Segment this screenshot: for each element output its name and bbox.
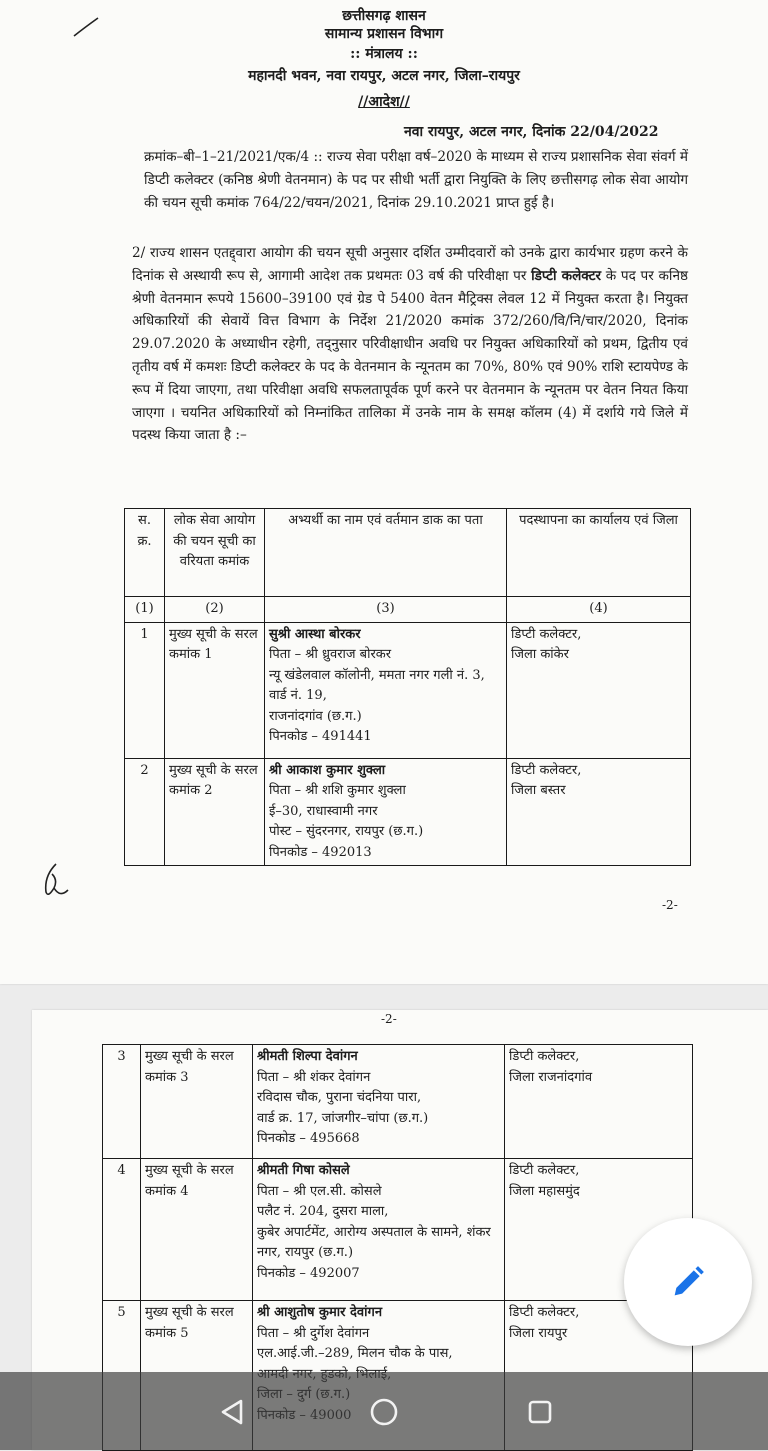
system-navigation-bar: [0, 1372, 768, 1450]
row-candidate: [265, 622, 507, 758]
candidate-name: श्री आकाश कुमार शुक्ला: [269, 762, 386, 778]
colnum: (4): [507, 597, 691, 623]
row-posting: डिप्टी कलेक्टर, जिला कांकेर: [507, 622, 691, 758]
pencil-edit-icon: [668, 1262, 708, 1302]
header-order-title: //आदेश//: [358, 94, 410, 110]
header-name-address: अभ्यर्थी का नाम एवं वर्तमान डाक का पता: [265, 509, 507, 597]
header-posting: पदस्थापना का कार्यालय एवं जिला: [507, 509, 691, 597]
edit-fab-button[interactable]: [624, 1218, 752, 1346]
row-candidate: [265, 758, 507, 866]
candidate-address: पिता – श्री ध्रुवराज बोरकर न्यू खंडेलवाल कॉलोनी, ममता नगर गली नं. 3, वार्ड नं. 19, राजनांदगांव (छ.ग.) पिनकोड – 491441: [269, 647, 485, 744]
table-row: [125, 758, 691, 866]
table-colnum-row: [125, 597, 691, 623]
row-candidate: [253, 1159, 505, 1301]
candidate-name: सुश्री आस्था बोरकर: [269, 626, 361, 642]
row-sno: 3: [103, 1045, 141, 1159]
table-row: [103, 1045, 693, 1159]
table-row: [125, 622, 691, 758]
back-triangle-icon: [219, 1398, 245, 1426]
nav-recents-button[interactable]: [520, 1396, 560, 1428]
colnum: (1): [125, 597, 165, 623]
candidate-address: पिता – श्री एल.सी. कोसले पलैट नं. 204, दुसरा माला, कुबेर अपार्टमेंट, आरोग्य अस्पताल के सामने, शंकर नगर, रायपुर (छ.ग.) पिनकोड – 492007: [257, 1183, 491, 1281]
row-sno: 4: [103, 1159, 141, 1301]
candidate-address: पिता – श्री शंकर देवांगन रविदास चौक, पुराना चंदनिया पारा, वार्ड क्र. 17, जांजगीर–चांपा (छ.ग.) पिनकोड – 495668: [257, 1069, 429, 1146]
row-sno: 2: [125, 758, 165, 866]
header-sno: स. क्र.: [125, 509, 165, 597]
paragraph-1: क्रमांक–बी–1–21/2021/एक/4 :: राज्य सेवा परीक्षा वर्ष–2020 के माध्यम से राज्य प्रशासनिक सेवा संवर्ग में डिप्टी कलेक्टर (कनिष्ठ श्रेणी वेतनमान) के पद पर सीधी भर्ती द्वारा नियुक्ति के लिए छत्तीसगढ़ लोक सेवा आयोग की चयन सूची कमांक 764/22/चयन/2021, दिनांक 29.10.2021 प्राप्त हुई है।: [144, 149, 688, 211]
candidate-name: श्री आशुतोष कुमार देवांगन: [257, 1305, 383, 1320]
table-row: [103, 1159, 693, 1301]
home-circle-icon: [369, 1397, 399, 1427]
row-rank: मुख्य सूची के सरल कमांक 5: [141, 1301, 253, 1451]
paragraph-2-part-b: के पद पर कनिष्ठ श्रेणी वेतनमान रूपये 15600–39100 एवं ग्रेड पे 5400 वेतन मैट्रिक्स लेवल 12 में नियुक्त करता है। नियुक्त अधिकारियों की सेवायें वित्त विभाग के निर्देश 21/2020 कमांक 372/260/वि/नि/चार/2020, दिनांक 29.07.2020 के अध्याधीन रहेगी, तद्नुसार परिवीक्षाधीन अवधि पर नियुक्त अधिकारियों को प्रथम, द्वितीय एवं तृतीय वर्ष में कमशः डिप्टी कलेक्टर के पद के वेतनमान के न्यूनतम का 70%, 80% एवं 90% राशि स्टायपेण्ड के रूप में दिया जाएगा, तथा परिवीक्षा अवधि सफलतापूर्वक पूर्ण करने पर वेतनमान के न्यूनतम पर वेतन नियत किया जाएगा । चयनित अधिकारियों को निम्नांकित तालिका में उनके नाम के समक्ष कॉलम (4) में दर्शाये गये जिले में पदस्थ किया जाता है :–: [132, 267, 688, 444]
paragraph-2: [132, 242, 688, 447]
candidate-name: श्रीमती शिल्पा देवांगन: [257, 1049, 358, 1064]
row-rank: मुख्य सूची के सरल कमांक 4: [141, 1159, 253, 1301]
posting-table-page-1: [124, 508, 691, 866]
header-government: छत्तीसगढ़ शासन: [342, 8, 426, 24]
nav-home-button[interactable]: [364, 1396, 404, 1428]
pen-stroke-mark: [72, 14, 100, 40]
page-number-header: -2-: [381, 1012, 397, 1026]
header-ministry: :: मंत्रालय ::: [350, 46, 418, 62]
candidate-address: पिता – श्री शशि कुमार शुक्ला ई–30, राधास्वामी नगर पोस्ट – सुंदरनगर, रायपुर (छ.ग.) पिनकोड – 492013: [269, 783, 424, 860]
candidate-name: श्रीमती गिषा कोसले: [257, 1163, 350, 1178]
paragraph-2-part-a: 2/ राज्य शासन एतद्द्वारा आयोग की चयन सूची अनुसार दर्शित उम्मीदवारों को उनके द्वारा कार्यभार ग्रहण करने के दिनांक से अस्थायी रूप से, आगामी आदेश तक प्रथमतः 03 वर्ष की परिवीक्षा पर: [132, 245, 688, 284]
row-posting: डिप्टी कलेक्टर, जिला राजनांदगांव: [505, 1045, 693, 1159]
row-posting: डिप्टी कलेक्टर, जिला बस्तर: [507, 758, 691, 866]
row-posting: डिप्टी कलेक्टर, जिला रायपुर: [505, 1301, 693, 1451]
row-posting: डिप्टी कलेक्टर, जिला महासमुंद: [505, 1159, 693, 1301]
row-rank: मुख्य सूची के सरल कमांक 2: [165, 758, 265, 866]
colnum: (2): [165, 597, 265, 623]
header-address: महानदी भवन, नवा रायपुर, अटल नगर, जिला–रायपुर: [248, 68, 520, 84]
header-department: सामान्य प्रशासन विभाग: [324, 26, 444, 42]
page-number-footer: -2-: [662, 898, 678, 912]
order-date: नवा रायपुर, अटल नगर, दिनांक 22/04/2022: [404, 124, 659, 140]
nav-back-button[interactable]: [212, 1396, 252, 1428]
candidate-address: पिता – श्री दुर्गेश देवांगन एल.आई.जी.–289, मिलन चौक के पास,: [257, 1325, 453, 1361]
paragraph-2-bold: डिप्टी कलेक्टर: [531, 267, 602, 284]
colnum: (3): [265, 597, 507, 623]
row-sno: 1: [125, 622, 165, 758]
header-rank: लोक सेवा आयोग की चयन सूची का वरियता कमांक: [165, 509, 265, 597]
row-rank: मुख्य सूची के सरल कमांक 1: [165, 622, 265, 758]
recents-square-icon: [526, 1398, 554, 1426]
handwritten-initial-mark: [36, 858, 70, 902]
table-header-row: [125, 509, 691, 597]
row-candidate: [253, 1045, 505, 1159]
row-sno: 5: [103, 1301, 141, 1451]
row-rank: मुख्य सूची के सरल कमांक 3: [141, 1045, 253, 1159]
